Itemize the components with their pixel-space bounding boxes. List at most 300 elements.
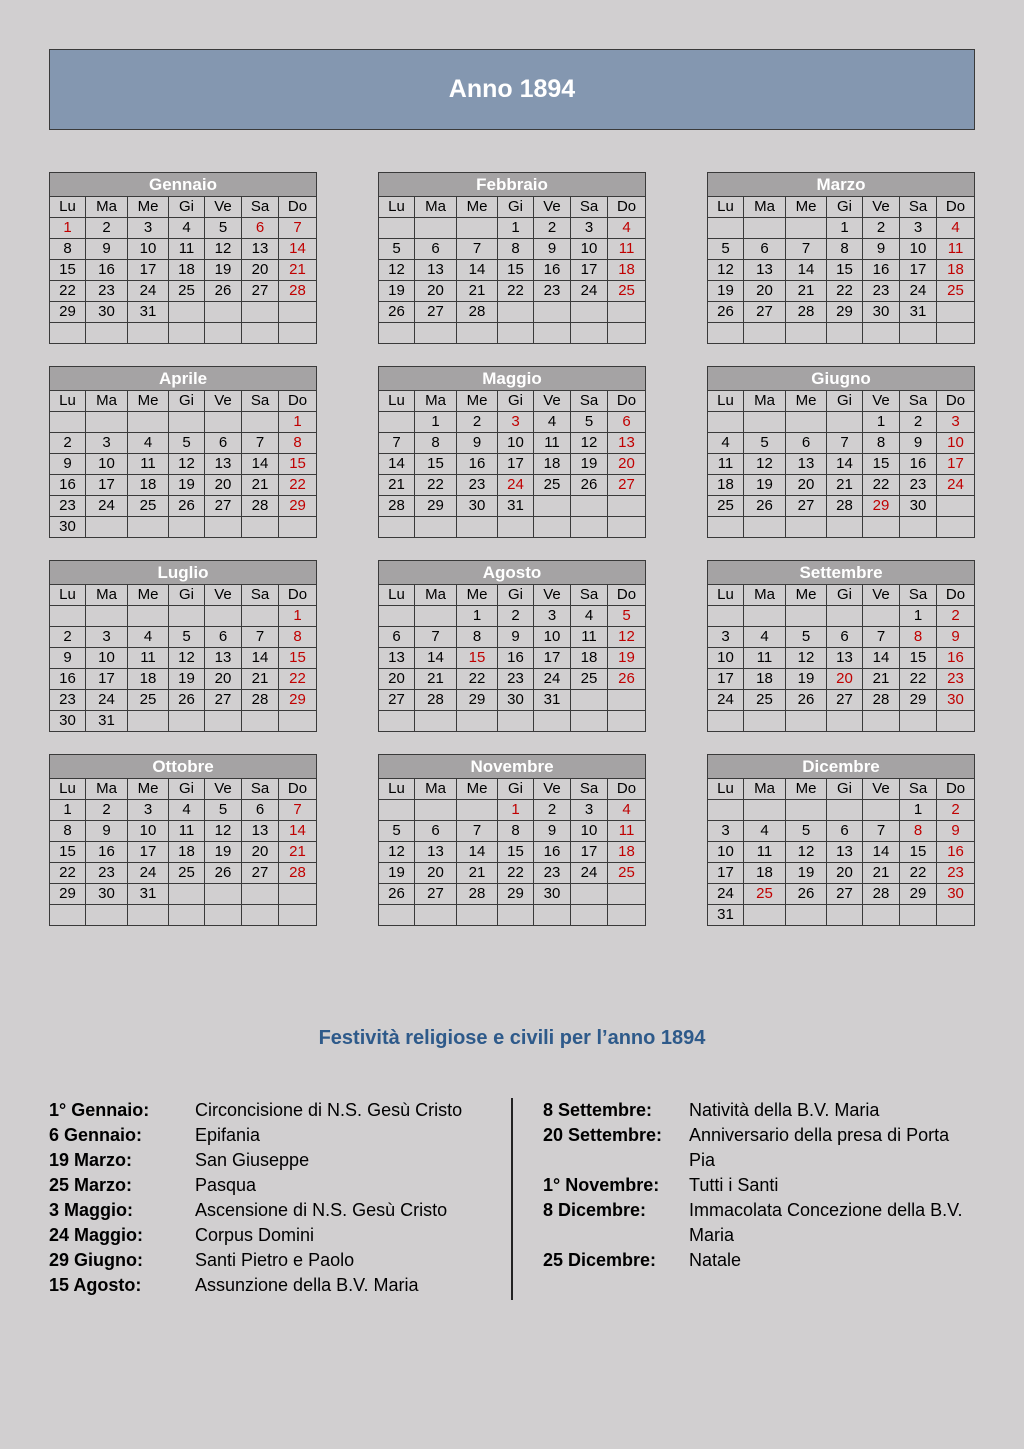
empty-day-cell bbox=[379, 606, 415, 627]
weekday-header: Do bbox=[608, 391, 646, 412]
empty-day-cell bbox=[415, 711, 457, 732]
weekday-header: Me bbox=[128, 391, 169, 412]
empty-day-cell bbox=[279, 302, 317, 323]
day-cell: 24 bbox=[128, 863, 169, 884]
day-cell: 29 bbox=[279, 496, 317, 517]
day-cell: 2 bbox=[86, 800, 128, 821]
day-cell: 13 bbox=[242, 239, 279, 260]
day-cell: 13 bbox=[608, 433, 646, 454]
day-cell: 31 bbox=[534, 690, 571, 711]
weekday-header: Ma bbox=[744, 779, 786, 800]
day-cell: 22 bbox=[498, 863, 534, 884]
day-cell: 18 bbox=[744, 863, 786, 884]
day-cell: 21 bbox=[457, 281, 498, 302]
empty-day-cell bbox=[827, 323, 863, 344]
day-cell: 11 bbox=[169, 821, 205, 842]
holiday-date: 19 Marzo: bbox=[49, 1150, 133, 1170]
empty-day-cell bbox=[608, 690, 646, 711]
month-calendar bbox=[707, 754, 975, 926]
day-cell: 27 bbox=[205, 690, 242, 711]
day-cell: 4 bbox=[571, 606, 608, 627]
day-cell: 21 bbox=[457, 863, 498, 884]
day-cell: 15 bbox=[498, 260, 534, 281]
weekday-header: Ma bbox=[744, 585, 786, 606]
empty-day-cell bbox=[86, 412, 128, 433]
day-cell: 29 bbox=[50, 884, 86, 905]
weekday-header: Gi bbox=[498, 197, 534, 218]
day-cell: 17 bbox=[128, 260, 169, 281]
day-cell: 22 bbox=[498, 281, 534, 302]
day-cell: 12 bbox=[205, 239, 242, 260]
day-cell: 19 bbox=[744, 475, 786, 496]
empty-day-cell bbox=[708, 323, 744, 344]
day-cell: 14 bbox=[279, 239, 317, 260]
day-cell: 10 bbox=[571, 239, 608, 260]
day-cell: 8 bbox=[457, 627, 498, 648]
day-cell: 16 bbox=[534, 260, 571, 281]
empty-day-cell bbox=[744, 412, 786, 433]
day-cell: 21 bbox=[242, 669, 279, 690]
day-cell: 17 bbox=[498, 454, 534, 475]
day-cell: 9 bbox=[86, 239, 128, 260]
weekday-header: Do bbox=[608, 197, 646, 218]
empty-day-cell bbox=[708, 412, 744, 433]
weekday-header: Sa bbox=[242, 585, 279, 606]
day-cell: 14 bbox=[242, 648, 279, 669]
weekday-header: Gi bbox=[169, 779, 205, 800]
weekday-header: Sa bbox=[571, 779, 608, 800]
day-cell: 7 bbox=[786, 239, 827, 260]
day-cell: 29 bbox=[863, 496, 900, 517]
weekday-header: Gi bbox=[827, 391, 863, 412]
weekday-header: Me bbox=[786, 779, 827, 800]
empty-day-cell bbox=[708, 800, 744, 821]
day-cell: 14 bbox=[415, 648, 457, 669]
weekday-header: Lu bbox=[379, 391, 415, 412]
empty-day-cell bbox=[457, 218, 498, 239]
empty-day-cell bbox=[415, 517, 457, 538]
day-cell: 2 bbox=[863, 218, 900, 239]
weekday-header: Ma bbox=[86, 585, 128, 606]
day-cell: 25 bbox=[744, 884, 786, 905]
day-cell: 8 bbox=[50, 239, 86, 260]
day-cell: 6 bbox=[415, 239, 457, 260]
day-cell: 21 bbox=[379, 475, 415, 496]
empty-day-cell bbox=[169, 412, 205, 433]
day-cell: 19 bbox=[169, 669, 205, 690]
day-cell: 11 bbox=[744, 648, 786, 669]
day-cell: 1 bbox=[900, 606, 937, 627]
day-cell: 26 bbox=[169, 690, 205, 711]
day-cell: 15 bbox=[50, 842, 86, 863]
day-cell: 23 bbox=[50, 496, 86, 517]
holiday-date: 6 Gennaio: bbox=[49, 1125, 143, 1145]
day-cell: 16 bbox=[900, 454, 937, 475]
empty-day-cell bbox=[457, 517, 498, 538]
day-cell: 17 bbox=[900, 260, 937, 281]
empty-day-cell bbox=[169, 517, 205, 538]
day-cell: 21 bbox=[863, 863, 900, 884]
empty-day-cell bbox=[205, 517, 242, 538]
weekday-header: Gi bbox=[498, 779, 534, 800]
empty-day-cell bbox=[744, 905, 786, 926]
holiday-date: 24 Maggio: bbox=[49, 1225, 144, 1245]
empty-day-cell bbox=[571, 323, 608, 344]
day-cell: 23 bbox=[50, 690, 86, 711]
day-cell: 8 bbox=[279, 627, 317, 648]
day-cell: 23 bbox=[937, 669, 975, 690]
day-cell: 18 bbox=[571, 648, 608, 669]
empty-day-cell bbox=[571, 302, 608, 323]
day-cell: 26 bbox=[744, 496, 786, 517]
day-cell: 5 bbox=[608, 606, 646, 627]
day-cell: 3 bbox=[708, 821, 744, 842]
day-cell: 21 bbox=[415, 669, 457, 690]
day-cell: 27 bbox=[242, 863, 279, 884]
day-cell: 19 bbox=[205, 842, 242, 863]
weekday-header: Ve bbox=[534, 585, 571, 606]
weekday-header: Sa bbox=[900, 391, 937, 412]
day-cell: 28 bbox=[242, 496, 279, 517]
day-cell: 30 bbox=[86, 302, 128, 323]
day-cell: 25 bbox=[128, 690, 169, 711]
day-cell: 12 bbox=[205, 821, 242, 842]
empty-day-cell bbox=[744, 711, 786, 732]
day-cell: 10 bbox=[498, 433, 534, 454]
day-cell: 26 bbox=[571, 475, 608, 496]
day-cell: 11 bbox=[169, 239, 205, 260]
day-cell: 17 bbox=[708, 669, 744, 690]
day-cell: 31 bbox=[86, 711, 128, 732]
empty-day-cell bbox=[827, 412, 863, 433]
day-cell: 28 bbox=[242, 690, 279, 711]
empty-day-cell bbox=[205, 711, 242, 732]
day-cell: 2 bbox=[498, 606, 534, 627]
empty-day-cell bbox=[498, 711, 534, 732]
day-cell: 19 bbox=[169, 475, 205, 496]
day-cell: 27 bbox=[205, 496, 242, 517]
day-cell: 3 bbox=[86, 433, 128, 454]
day-cell: 22 bbox=[50, 863, 86, 884]
day-cell: 2 bbox=[457, 412, 498, 433]
weekday-header: Me bbox=[128, 197, 169, 218]
day-cell: 25 bbox=[937, 281, 975, 302]
weekday-header: Ve bbox=[205, 779, 242, 800]
day-cell: 10 bbox=[937, 433, 975, 454]
weekday-header: Lu bbox=[708, 391, 744, 412]
day-cell: 17 bbox=[937, 454, 975, 475]
empty-day-cell bbox=[571, 884, 608, 905]
empty-day-cell bbox=[608, 496, 646, 517]
weekday-header: Ma bbox=[86, 391, 128, 412]
day-cell: 5 bbox=[205, 218, 242, 239]
empty-day-cell bbox=[279, 711, 317, 732]
holiday-item bbox=[543, 1248, 983, 1273]
month-calendar bbox=[49, 366, 317, 538]
weekday-header: Gi bbox=[827, 585, 863, 606]
empty-day-cell bbox=[205, 323, 242, 344]
empty-day-cell bbox=[205, 884, 242, 905]
weekday-header: Sa bbox=[571, 585, 608, 606]
empty-day-cell bbox=[608, 711, 646, 732]
empty-day-cell bbox=[457, 711, 498, 732]
day-cell: 28 bbox=[279, 281, 317, 302]
empty-day-cell bbox=[744, 800, 786, 821]
day-cell: 1 bbox=[863, 412, 900, 433]
day-cell: 25 bbox=[608, 281, 646, 302]
day-cell: 19 bbox=[786, 669, 827, 690]
day-cell: 5 bbox=[744, 433, 786, 454]
day-cell: 31 bbox=[128, 884, 169, 905]
day-cell: 30 bbox=[534, 884, 571, 905]
day-cell: 5 bbox=[169, 627, 205, 648]
empty-day-cell bbox=[786, 412, 827, 433]
day-cell: 4 bbox=[744, 821, 786, 842]
holiday-name: Epifania bbox=[195, 1125, 261, 1145]
day-cell: 20 bbox=[827, 863, 863, 884]
weekday-header: Ma bbox=[415, 197, 457, 218]
day-cell: 2 bbox=[534, 800, 571, 821]
year-banner bbox=[49, 49, 975, 130]
empty-day-cell bbox=[279, 517, 317, 538]
empty-day-cell bbox=[242, 606, 279, 627]
day-cell: 27 bbox=[827, 690, 863, 711]
day-cell: 12 bbox=[744, 454, 786, 475]
empty-day-cell bbox=[827, 905, 863, 926]
weekday-header: Ve bbox=[863, 197, 900, 218]
day-cell: 2 bbox=[937, 800, 975, 821]
day-cell: 15 bbox=[863, 454, 900, 475]
weekday-header: Sa bbox=[571, 391, 608, 412]
day-cell: 27 bbox=[827, 884, 863, 905]
month-name: Agosto bbox=[379, 561, 646, 585]
day-cell: 5 bbox=[205, 800, 242, 821]
day-cell: 10 bbox=[534, 627, 571, 648]
empty-day-cell bbox=[205, 302, 242, 323]
day-cell: 3 bbox=[498, 412, 534, 433]
weekday-header: Me bbox=[457, 197, 498, 218]
holiday-date: 25 Dicembre: bbox=[543, 1250, 657, 1270]
day-cell: 24 bbox=[86, 690, 128, 711]
day-cell: 15 bbox=[279, 648, 317, 669]
day-cell: 9 bbox=[863, 239, 900, 260]
day-cell: 3 bbox=[937, 412, 975, 433]
empty-day-cell bbox=[571, 690, 608, 711]
day-cell: 19 bbox=[571, 454, 608, 475]
weekday-header: Ve bbox=[863, 779, 900, 800]
day-cell: 25 bbox=[169, 281, 205, 302]
day-cell: 17 bbox=[708, 863, 744, 884]
day-cell: 8 bbox=[498, 821, 534, 842]
month-name: Settembre bbox=[708, 561, 975, 585]
empty-day-cell bbox=[415, 800, 457, 821]
day-cell: 6 bbox=[744, 239, 786, 260]
day-cell: 5 bbox=[786, 627, 827, 648]
weekday-header: Me bbox=[786, 391, 827, 412]
day-cell: 20 bbox=[205, 475, 242, 496]
day-cell: 21 bbox=[242, 475, 279, 496]
day-cell: 13 bbox=[415, 842, 457, 863]
day-cell: 3 bbox=[571, 218, 608, 239]
month-name: Maggio bbox=[379, 367, 646, 391]
day-cell: 9 bbox=[50, 454, 86, 475]
holiday-name: Santi Pietro e Paolo bbox=[195, 1250, 355, 1270]
day-cell: 14 bbox=[379, 454, 415, 475]
day-cell: 3 bbox=[571, 800, 608, 821]
day-cell: 14 bbox=[827, 454, 863, 475]
day-cell: 24 bbox=[498, 475, 534, 496]
day-cell: 16 bbox=[86, 260, 128, 281]
day-cell: 23 bbox=[937, 863, 975, 884]
empty-day-cell bbox=[205, 606, 242, 627]
day-cell: 1 bbox=[50, 218, 86, 239]
holiday-date: 20 Settembre: bbox=[543, 1125, 663, 1145]
day-cell: 28 bbox=[786, 302, 827, 323]
day-cell: 23 bbox=[86, 281, 128, 302]
empty-day-cell bbox=[534, 323, 571, 344]
day-cell: 6 bbox=[786, 433, 827, 454]
weekday-header: Ma bbox=[415, 391, 457, 412]
day-cell: 17 bbox=[571, 842, 608, 863]
day-cell: 8 bbox=[50, 821, 86, 842]
weekday-header: Ma bbox=[86, 197, 128, 218]
day-cell: 12 bbox=[708, 260, 744, 281]
day-cell: 23 bbox=[534, 281, 571, 302]
day-cell: 19 bbox=[786, 863, 827, 884]
day-cell: 26 bbox=[608, 669, 646, 690]
empty-day-cell bbox=[379, 905, 415, 926]
holiday-name: San Giuseppe bbox=[195, 1150, 310, 1170]
day-cell: 8 bbox=[415, 433, 457, 454]
day-cell: 19 bbox=[205, 260, 242, 281]
month-calendar bbox=[707, 172, 975, 344]
weekday-header: Sa bbox=[900, 779, 937, 800]
empty-day-cell bbox=[128, 323, 169, 344]
day-cell: 10 bbox=[708, 648, 744, 669]
empty-day-cell bbox=[608, 323, 646, 344]
empty-day-cell bbox=[86, 323, 128, 344]
day-cell: 6 bbox=[205, 627, 242, 648]
day-cell: 20 bbox=[379, 669, 415, 690]
weekday-header: Lu bbox=[50, 391, 86, 412]
day-cell: 13 bbox=[242, 821, 279, 842]
weekday-header: Do bbox=[937, 197, 975, 218]
day-cell: 7 bbox=[279, 800, 317, 821]
day-cell: 6 bbox=[827, 627, 863, 648]
day-cell: 17 bbox=[86, 475, 128, 496]
empty-day-cell bbox=[937, 905, 975, 926]
empty-day-cell bbox=[900, 517, 937, 538]
empty-day-cell bbox=[128, 711, 169, 732]
weekday-header: Do bbox=[937, 391, 975, 412]
day-cell: 6 bbox=[205, 433, 242, 454]
weekday-header: Ma bbox=[744, 197, 786, 218]
month-name: Dicembre bbox=[708, 755, 975, 779]
day-cell: 26 bbox=[205, 863, 242, 884]
empty-day-cell bbox=[50, 323, 86, 344]
day-cell: 3 bbox=[708, 627, 744, 648]
day-cell: 26 bbox=[379, 302, 415, 323]
day-cell: 10 bbox=[128, 821, 169, 842]
empty-day-cell bbox=[786, 323, 827, 344]
day-cell: 9 bbox=[50, 648, 86, 669]
day-cell: 16 bbox=[86, 842, 128, 863]
day-cell: 11 bbox=[708, 454, 744, 475]
day-cell: 3 bbox=[86, 627, 128, 648]
day-cell: 30 bbox=[900, 496, 937, 517]
day-cell: 15 bbox=[457, 648, 498, 669]
day-cell: 26 bbox=[169, 496, 205, 517]
day-cell: 25 bbox=[128, 496, 169, 517]
day-cell: 24 bbox=[937, 475, 975, 496]
day-cell: 1 bbox=[279, 606, 317, 627]
holiday-name: Anniversario della presa di Porta Pia bbox=[689, 1125, 950, 1170]
empty-day-cell bbox=[863, 517, 900, 538]
day-cell: 26 bbox=[205, 281, 242, 302]
weekday-header: Do bbox=[279, 391, 317, 412]
weekday-header: Do bbox=[937, 585, 975, 606]
weekday-header: Me bbox=[786, 585, 827, 606]
day-cell: 23 bbox=[498, 669, 534, 690]
day-cell: 10 bbox=[128, 239, 169, 260]
empty-day-cell bbox=[457, 800, 498, 821]
year-title: Anno 1894 bbox=[448, 75, 576, 103]
months-grid bbox=[49, 172, 975, 926]
day-cell: 12 bbox=[169, 648, 205, 669]
day-cell: 27 bbox=[242, 281, 279, 302]
weekday-header: Gi bbox=[169, 391, 205, 412]
empty-day-cell bbox=[937, 302, 975, 323]
weekday-header: Me bbox=[457, 779, 498, 800]
holiday-date: 29 Giugno: bbox=[49, 1250, 143, 1270]
weekday-header: Gi bbox=[169, 585, 205, 606]
day-cell: 29 bbox=[279, 690, 317, 711]
holiday-item bbox=[49, 1098, 489, 1123]
day-cell: 12 bbox=[608, 627, 646, 648]
day-cell: 11 bbox=[937, 239, 975, 260]
day-cell: 11 bbox=[608, 821, 646, 842]
day-cell: 23 bbox=[863, 281, 900, 302]
day-cell: 12 bbox=[379, 842, 415, 863]
day-cell: 1 bbox=[50, 800, 86, 821]
month-name: Novembre bbox=[379, 755, 646, 779]
weekday-header: Gi bbox=[498, 585, 534, 606]
day-cell: 7 bbox=[242, 433, 279, 454]
day-cell: 8 bbox=[827, 239, 863, 260]
day-cell: 8 bbox=[498, 239, 534, 260]
day-cell: 18 bbox=[534, 454, 571, 475]
empty-day-cell bbox=[498, 517, 534, 538]
empty-day-cell bbox=[128, 517, 169, 538]
weekday-header: Sa bbox=[900, 585, 937, 606]
empty-day-cell bbox=[279, 884, 317, 905]
day-cell: 7 bbox=[863, 627, 900, 648]
day-cell: 4 bbox=[128, 433, 169, 454]
day-cell: 28 bbox=[279, 863, 317, 884]
day-cell: 1 bbox=[498, 218, 534, 239]
empty-day-cell bbox=[169, 606, 205, 627]
day-cell: 18 bbox=[169, 842, 205, 863]
day-cell: 10 bbox=[86, 648, 128, 669]
day-cell: 15 bbox=[498, 842, 534, 863]
day-cell: 17 bbox=[86, 669, 128, 690]
empty-day-cell bbox=[86, 606, 128, 627]
day-cell: 10 bbox=[708, 842, 744, 863]
empty-day-cell bbox=[744, 517, 786, 538]
day-cell: 20 bbox=[205, 669, 242, 690]
weekday-header: Lu bbox=[50, 585, 86, 606]
day-cell: 29 bbox=[900, 690, 937, 711]
